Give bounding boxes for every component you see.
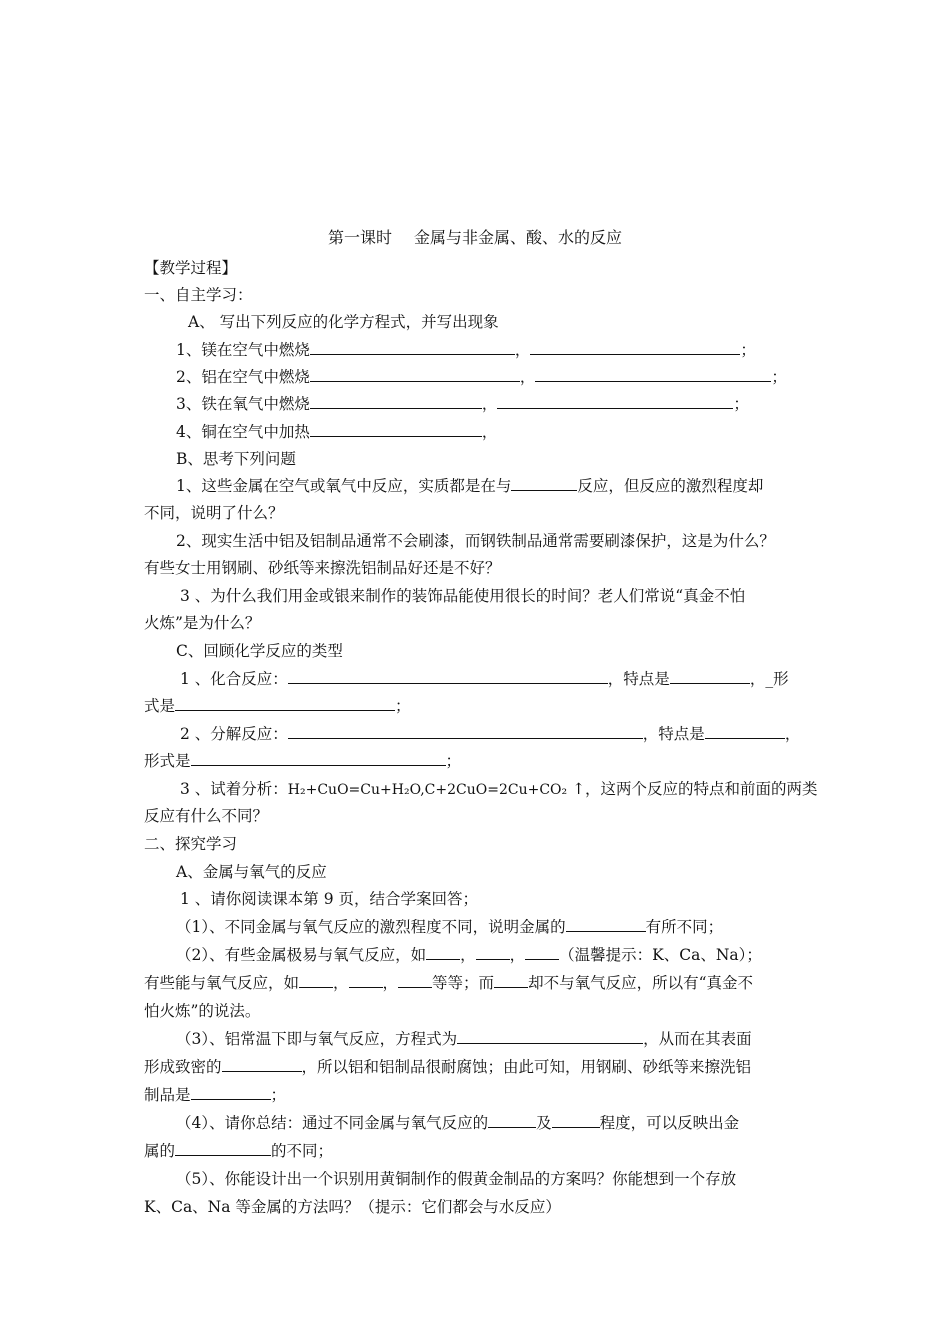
question-4-line-2: 属的 的不同； xyxy=(144,1138,333,1164)
answer-blank[interactable] xyxy=(288,721,643,739)
b-item-2: 2、现实生活中铝及铝制品通常不会刷漆，而钢铁制品通常需要刷漆保护，这是为什么？ xyxy=(176,532,775,550)
answer-blank[interactable] xyxy=(457,1026,643,1044)
answer-blank[interactable] xyxy=(552,1110,600,1128)
c-item-1-line-2: 式是 ； xyxy=(144,693,411,719)
question-3: （3）、铝常温下即与氧气反应，方程式为 ，从而在其表面 xyxy=(176,1026,752,1052)
answer-blank[interactable] xyxy=(497,391,733,409)
answer-blank[interactable] xyxy=(530,337,740,355)
b-item-3-line-2: 火炼”是为什么？ xyxy=(144,614,261,632)
answer-blank[interactable] xyxy=(288,666,608,684)
c-item-3: 3 、试着分析：H₂+CuO=Cu+H₂O,C+2CuO=2Cu+CO₂ ↑，这两个反应的特点和前面的两类 xyxy=(180,780,818,798)
lesson-label: 第一课时 xyxy=(327,228,392,247)
answer-blank[interactable] xyxy=(310,337,515,355)
a-item-1: 1、镁在空气中燃烧 ， ； xyxy=(176,337,756,363)
question-4: （4）、请你总结：通过不同金属与氧气反应的 及 程度，可以反映出金 xyxy=(176,1110,739,1136)
part-b-heading: B、思考下列问题 xyxy=(176,450,296,468)
answer-blank[interactable] xyxy=(494,970,528,988)
answer-blank[interactable] xyxy=(310,419,482,437)
question-5-line-2: K、Ca、Na 等金属的方法吗？（提示：它们都会与水反应） xyxy=(144,1198,561,1216)
answer-blank[interactable] xyxy=(476,942,510,960)
question-2: （2）、有些金属极易与氧气反应，如 ， ， （温馨提示：K、Ca、Na）； xyxy=(176,942,762,968)
question-2-line-3: 怕火炼”的说法。 xyxy=(144,1002,261,1020)
section-explore: 二、探究学习 xyxy=(144,835,238,853)
part-a-heading: A、 写出下列反应的化学方程式，并写出现象 xyxy=(188,313,499,331)
question-2-line-2: 有些能与氧气反应，如 ， ， 等等；而 却不与氧气反应，所以有“真金不 xyxy=(144,970,753,996)
c-item-3-line-2: 反应有什么不同？ xyxy=(144,807,269,825)
answer-blank[interactable] xyxy=(349,970,383,988)
c-item-1: 1 、化合反应： ，特点是 ，_形 xyxy=(180,666,789,692)
answer-blank[interactable] xyxy=(535,364,771,382)
answer-blank[interactable] xyxy=(511,473,577,491)
explore-a-heading: A、金属与氧气的反应 xyxy=(176,863,327,881)
answer-blank[interactable] xyxy=(566,914,646,932)
answer-blank[interactable] xyxy=(222,1054,302,1072)
answer-blank[interactable] xyxy=(426,942,460,960)
part-c-heading: C、回顾化学反应的类型 xyxy=(176,642,343,660)
answer-blank[interactable] xyxy=(398,970,432,988)
explore-a-item-1: 1 、请你阅读课本第 9 页，结合学案回答； xyxy=(180,890,479,908)
answer-blank[interactable] xyxy=(525,942,559,960)
page-title xyxy=(0,225,950,251)
question-3-line-2: 形成致密的 ，所以铝和铝制品很耐腐蚀；由此可知，用钢刷、砂纸等来擦洗铝 xyxy=(144,1054,751,1080)
a-item-2: 2、铝在空气中燃烧 ， ； xyxy=(176,364,787,390)
answer-blank[interactable] xyxy=(488,1110,536,1128)
process-heading: 【教学过程】 xyxy=(144,259,238,277)
answer-blank[interactable] xyxy=(299,970,333,988)
lesson-topic: 金属与非金属、酸、水的反应 xyxy=(414,228,623,247)
question-3-line-3: 制品是 ； xyxy=(144,1082,286,1108)
chemical-equations: H₂+CuO=Cu+H₂O,C+2CuO=2Cu+CO₂ xyxy=(287,782,568,798)
a-item-4: 4、铜在空气中加热 ， xyxy=(176,419,497,445)
answer-blank[interactable] xyxy=(310,391,482,409)
b-item-1-line-2: 不同，说明了什么？ xyxy=(144,504,284,522)
question-5: （5）、你能设计出一个识别用黄铜制作的假黄金制品的方案吗？你能想到一个存放 xyxy=(176,1170,737,1188)
section-self-study: 一、自主学习： xyxy=(144,286,253,304)
answer-blank[interactable] xyxy=(191,748,446,766)
b-item-1: 1、这些金属在空气或氧气中反应，实质都是在与 反应，但反应的激烈程度却 xyxy=(176,473,763,499)
a-item-3: 3、铁在氧气中燃烧 ， ； xyxy=(176,391,749,417)
answer-blank[interactable] xyxy=(191,1082,271,1100)
answer-blank[interactable] xyxy=(705,721,785,739)
answer-blank[interactable] xyxy=(310,364,520,382)
b-item-2-line-2: 有些女士用钢刷、砂纸等来擦洗铝制品好还是不好？ xyxy=(144,559,501,577)
answer-blank[interactable] xyxy=(670,666,750,684)
question-1: （1）、不同金属与氧气反应的激烈程度不同，说明金属的 有所不同； xyxy=(176,914,723,940)
answer-blank[interactable] xyxy=(175,693,395,711)
c-item-2: 2 、分解反应： ，特点是 ， xyxy=(180,721,800,747)
b-item-3: 3 、为什么我们用金或银来制作的装饰品能使用很长的时间？老人们常说“真金不怕 xyxy=(180,587,746,605)
answer-blank[interactable] xyxy=(175,1138,271,1156)
c-item-2-line-2: 形式是 ； xyxy=(144,748,461,774)
